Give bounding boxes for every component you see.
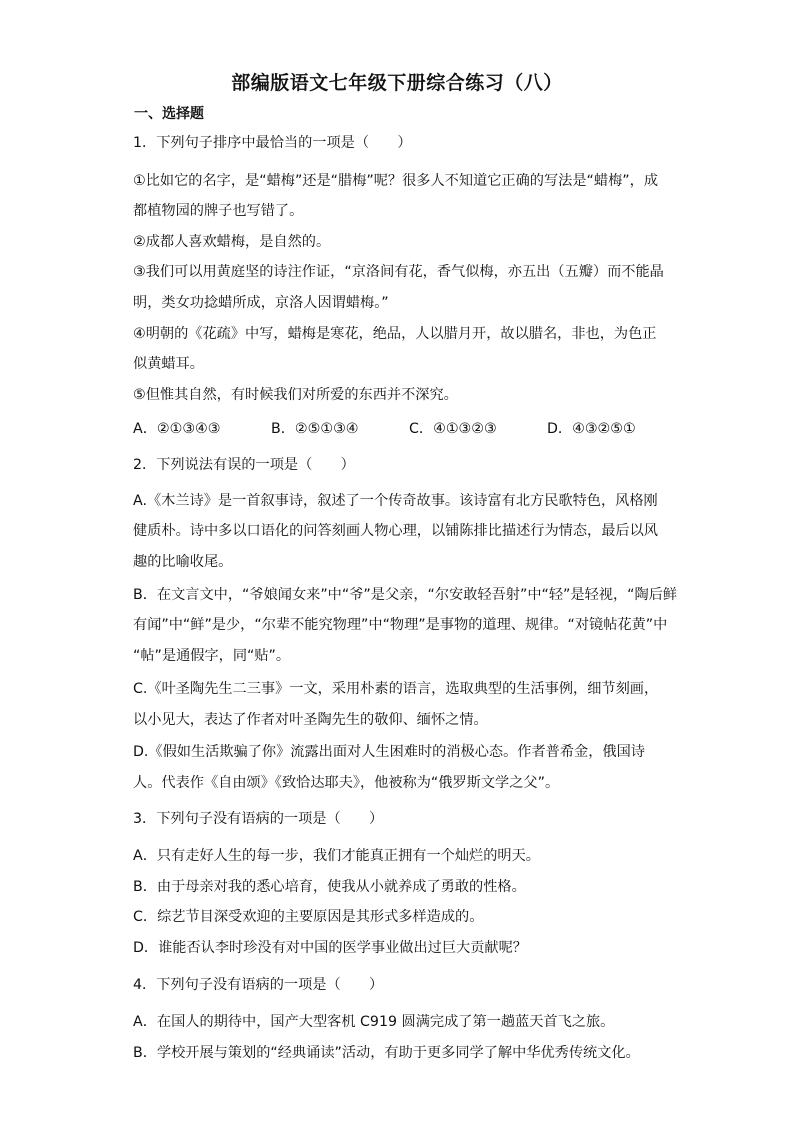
q2-option-c-line-1: C.《叶圣陶先生二三事》一文，采用朴素的语言，选取典型的生活事例，细节刻画， <box>133 681 659 697</box>
q3-option-b: B．由于母亲对我的悉心培育，使我从小就养成了勇敢的性格。 <box>133 879 526 895</box>
q1-sentence-1-line-2: 都植物园的牌子也写错了。 <box>133 203 304 219</box>
q2-option-b-line-1: B．在文言文中，“爷娘闻女来”中“爷”是父亲，“尔安敢轻吾射”中“轻”是轻视，“陶后鲜 <box>133 587 678 603</box>
q1-sentence-1-line-1: ①比如它的名字，是“蜡梅”还是“腊梅”呢？很多人不知道它正确的写法是“蜡梅”，成 <box>133 173 659 189</box>
q3-option-d: D．谁能否认李时珍没有对中国的医学事业做出过巨大贡献呢？ <box>133 940 527 956</box>
q2-option-c-line-2: 以小见大，表达了作者对叶圣陶先生的敬仰、缅怀之情。 <box>133 712 488 728</box>
q2-option-a-line-1: A.《木兰诗》是一首叙事诗，叙述了一个传奇故事。该诗富有北方民歌特色，风格刚 <box>133 493 658 509</box>
question-1-stem: 1．下列句子排序中最恰当的一项是（ ） <box>133 135 412 151</box>
section-heading: 一、选择题 <box>134 106 204 122</box>
q1-sentence-4-line-2: 似黄蜡耳。 <box>133 356 204 372</box>
question-4-stem: 4．下列句子没有语病的一项是（ ） <box>133 977 384 993</box>
q1-sentence-3-line-2: 明，类女功捻蜡所成，京洛人因谓蜡梅。” <box>133 295 389 311</box>
q4-option-b: B．学校开展与策划的“经典诵读”活动，有助于更多同学了解中华优秀传统文化。 <box>133 1045 640 1061</box>
q1-option-a: A．②①③④③ <box>133 421 221 437</box>
q1-sentence-4-line-1: ④明朝的《花疏》中写，蜡梅是寒花，绝品，人以腊月开，故以腊名，非也，为色正 <box>133 326 657 342</box>
q1-sentence-5: ⑤但惟其自然，有时候我们对所爱的东西并不深究。 <box>133 387 458 403</box>
question-3-stem: 3．下列句子没有语病的一项是（ ） <box>133 811 384 827</box>
question-2-stem: 2．下列说法有误的一项是（ ） <box>133 457 355 473</box>
q3-option-a: A．只有走好人生的每一步，我们才能真正拥有一个灿烂的明天。 <box>133 848 540 864</box>
q3-option-c: C．综艺节目深受欢迎的主要原因是其形式多样造成的。 <box>133 909 484 925</box>
q2-option-d-line-1: D.《假如生活欺骗了你》流露出面对人生困难时的消极心态。作者普希金，俄国诗 <box>133 744 645 760</box>
q1-option-b: B．②⑤①③④ <box>271 421 359 437</box>
q2-option-b-line-3: “帖”是通假字，同“贴”。 <box>133 648 291 664</box>
q1-sentence-3-line-1: ③我们可以用黄庭坚的诗注作证，“京洛间有花，香气似梅，亦五出（五瓣）而不能晶 <box>133 264 664 280</box>
q2-option-b-line-2: 有闻”中“鲜”是少，“尔辈不能究物理”中“物理”是事物的道理、规律。“对镜帖花黄”中 <box>133 617 668 633</box>
q2-option-a-line-2: 健质朴。诗中多以口语化的问答刻画人物心理，以铺陈排比描述行为情态，最后以风 <box>133 523 658 539</box>
q4-option-a: A．在国人的期待中，国产大型客机 C919 圆满完成了第一趟蓝天首飞之旅。 <box>133 1014 615 1030</box>
q1-sentence-2: ②成都人喜欢蜡梅，是自然的。 <box>133 234 331 250</box>
q1-option-c: C．④①③②③ <box>409 421 497 437</box>
q2-option-a-line-3: 趣的比喻收尾。 <box>133 554 233 570</box>
q2-option-d-line-2: 人。代表作《自由颂》《致恰达耶夫》，他被称为“俄罗斯文学之父”。 <box>133 775 560 791</box>
page-title: 部编版语文七年级下册综合练习（八） <box>231 72 563 94</box>
q1-option-d: D．④③②⑤① <box>547 421 636 437</box>
